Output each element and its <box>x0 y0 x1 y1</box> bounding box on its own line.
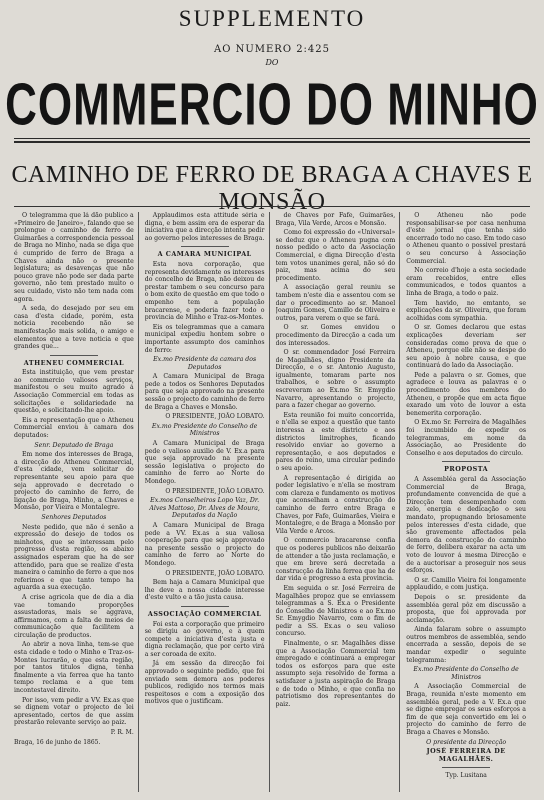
paragraph: Eis os telegrammas que a camara municipal expediu hontem sobre o importante assumpto dos caminhos de ferro: <box>144 323 265 354</box>
article-headline: CAMINHO DE FERRO DE BRAGA A CHAVES E MONSÃO <box>11 162 533 215</box>
paragraph: Pede a palavra o sr. Gomes, que agradece e louva as palavras e o procedimento dos membros do Atheneu, e propõe que em acta fique exarado um voto de louvor a esta benemerita corporação. <box>406 371 526 417</box>
paragraph: Foi esta a corporação que primeiro se dirigiu ao governo, e a quem compete a iniciativa d'esta justa e digna reclamação, que por certo virá a ser coroada de exito. <box>144 620 265 658</box>
masthead <box>0 0 544 140</box>
paragraph: O sr. Camillo Vieira foi longamente applaudido, e com justiça. <box>406 576 526 592</box>
paragraph: A seda, do desejado por seu em casa d'esta cidade, porém, esta noticia recebendo não se manifestação mais solida, o amigo e elementos que a teve noticia e que grandes que... <box>14 305 134 351</box>
signature-title: O presidente da Direcção <box>426 738 507 746</box>
paragraph: O Ex.mo Sr. Ferreira de Magalhães foi incumbido de expedir os telegrammas, em nome da Associação, ao Presidente do Conselho e aos deputados do circulo. <box>406 419 526 457</box>
dateline: Braga, 16 de junho de 1865. <box>14 738 101 746</box>
section-divider <box>181 246 229 247</box>
paragraph: Esta nova corporação, que representa devidamente os interesses do concelho de Braga, não deixou de prestar tambem o seu concurso para o bom exito de questão em que todo o empenho tem a população bracarense, e poderia fazer todo o provincia de Minho e Traz-os-Montes. <box>144 260 265 322</box>
section-divider <box>442 767 490 768</box>
column-4 <box>406 212 530 792</box>
signature: O PRESIDENTE, JOÃO LOBATO. <box>165 487 265 495</box>
paragraph: Por isso, vem pedir a VV. Ex.as que se dignem votar o projecto de lei apresentado, certos de que assim prestarão relevante serviço ao paiz. <box>14 696 134 727</box>
paragraph: Finalmente, o sr. Magalhães disse que a Associação Commercial tem empregado e continuará a empregar todos os esforços para que este assumpto seja resolvido de forma a satisfazer a justa aspiração de Braga e de todo o Minho, e que confia no patriotismo dos representantes do paiz. <box>275 640 396 708</box>
section-divider <box>50 355 98 356</box>
paragraph: A associação geral reuniu se tambem n'este dia e assentou com se dar o procedimento ao sr. Manoel Joaquim Gomes, Camillo de Oliveira e outros, para verem o que se fará. <box>275 284 396 322</box>
signature: O PRESIDENTE, JOÃO LOBATO. <box>165 413 265 421</box>
paragraph: Depois o sr. presidente da assembléa geral pôz em discussão a proposta, que foi approvada por acclamação. <box>406 593 526 624</box>
paragraph: O telegramma que lá dão publico a «Primeiro de Janeiro», falando que se prolongue o caminho de ferro de Guimarães a correspondencia pessoal de Braga no Minho, nada se diga que é cumprido de ferro de Braga a Chaves ainda não o presente legislatura; as desavenças que não pouco grave não pode ser dada parte governo, não tem prestado muito o seu cuidado, visto não tem nada com agora. <box>14 212 134 303</box>
paragraph: Já em sessão da direcção foi approvado o seguinte pedido, que foi enviado sem demora aos poderes publicos, redigido nos termos mais respeitosos e com a exposição dos motivos que o justificam. <box>144 660 265 706</box>
column-2 <box>145 212 270 792</box>
paragraph: Neste pedido, que não é senão a expressão do desejo de todos os minhotos, que se interessam pelo progresso d'esta região, os abaixo assignados esperam que ha de ser attendido, para que se realize d'esta maneira o caminho de ferro a que nos referimos e que tanto tempo ha aguarda a sua execução. <box>14 523 134 592</box>
section-heading: A CAMARA MUNICIPAL <box>157 250 252 259</box>
printer-imprint: Typ. Lusitana <box>445 772 487 780</box>
article-columns <box>14 212 530 792</box>
paragraph: A Camara Municipal de Braga pede o valioso auxilio de V. Ex.a para que seja approvado na presente sessão legislativa o projecto do caminho de ferro ao Norte do Mondego. <box>144 440 265 485</box>
section-heading: ASSOCIAÇÃO COMMERCIAL <box>147 609 262 618</box>
paragraph: Como foi expressão do «Universal» se deduz que o Atheneu pugna com nosso pedido o acto da Associação Commercial, e digna Direcção d'esta tem votos unanimes geral, não só do paiz, mas acima do seu procedimento. <box>275 229 396 282</box>
paragraph: A crise agricola que de dia a dia vae tomando proporções assustadoras, mais se aggrava, affirmamos, com a falta de meios de communicação que facilitem a circulação de productos. <box>14 593 134 639</box>
column-1 <box>14 212 139 792</box>
telegram-addressee: Ex.mo Presidente da camara dos Deputados <box>153 356 257 371</box>
salutation: Senhores Deputados <box>41 513 107 521</box>
masthead-do: DO <box>265 58 279 67</box>
signature: JOSÉ FERREIRA DE MAGALHÃES. <box>426 747 506 763</box>
paragraph: Esta reunião foi muito concorrida, e n'ella se expoz a questão que tanto interessa a este districto e aos districtos limitrophes, ficando resolvido enviar ao governo a representação, e aos deputados e pares do reino, uma circular pedindo o seu apoio. <box>275 411 396 472</box>
paragraph: Applaudimos esta attitude séria e digna, e bem assim era de esperar da iniciativa que a direcção intenta pedir ao governo pelos interesses de Braga. <box>144 212 265 242</box>
signature: P. R. M. <box>110 729 134 736</box>
section-divider <box>181 606 229 607</box>
paragraph: Ainda falaram sobre o assumpto outros membros de assembléa, sendo encerrada a sessão, depois de se mandar expedir o seguinte telegramma: <box>406 626 526 664</box>
telegram-addressee: Ex.mo Presidente do Conselho de Ministros <box>413 666 519 681</box>
paragraph: O sr. Gomes declarou que estas explicações deveriam ser consideradas como prova de que o Atheneu, porque elle não se despe do seu apoio à nobre causa, e que continuará do lado da Associação. <box>406 324 526 370</box>
section-heading: ATHENEU COMMERCIAL <box>23 358 125 367</box>
telegram-addressee: Ex.mos Conselheiros Lopo Vaz, Dr. Alves Mattoso, Dr. Alves de Moura, Deputados da Nação <box>149 497 260 520</box>
issue-number: AO NUMERO 2:425 <box>213 44 331 55</box>
paragraph: Tem havido, no emtanto, se explicações da sr. Oliveira, que foram acolhidas com sympathia. <box>406 299 526 322</box>
signature: O PRESIDENTE, JOÃO LOBATO. <box>165 569 265 577</box>
paragraph: O sr. commendador José Ferreira de Magalhães, digno Presidente da Direcção, e o sr. Antonio Augusto, igualmente, tomaram parte nos trabalhos, e sobre o assumpto escreveram ao Ex.mo Sr. Emygdio Navarro, apresentando o projecto, para a fazer chegar ao governo. <box>275 349 396 410</box>
paragraph: No correio d'hoje a esta sociedade eram recebidos, entre elles communicados, e todos quantos a linha de Braga, a todo o paiz. <box>406 267 526 297</box>
masthead-rule-thin <box>14 138 530 139</box>
paragraph: de Chaves por Fafe, Guimarães, Braga, Vila Verde, Arcos e Monsão. <box>275 212 396 227</box>
column-3 <box>276 212 401 792</box>
paragraph: Eis a representação que o Atheneu Commercial enviou à camara dos deputados: <box>14 416 134 440</box>
paragraph: Em seguida o sr. José Ferreira de Magalhães propoz que se enviassem telegrammas a S. Ex.a o Presidente do Conselho de Ministros e ao Ex.mo Sr. Emygdio Navarro, com o fim de pedir a SS. Ex.as o seu valioso concurso. <box>275 584 396 638</box>
supplement-label: SUPPLEMENTO <box>178 6 366 31</box>
paragraph: Esta instituição, que vem prestar ao commercio valiosos serviços, manifestou o seu muito agrado á Associação Commercial em todas as solicitações e solidariedade na questão, e solicitando-lhe apoio. <box>14 369 134 415</box>
paragraph: A Camara Municipal de Braga pede a todos os Senhores Deputados para que seja approvado na presente sessão o projecto do caminho de ferro de Braga a Chaves e Monsão. <box>144 373 265 411</box>
paragraph: O sr. Gomes envidou o procedimento da Direcção a cada um dos interessados. <box>275 324 396 347</box>
salutation: Senr. Deputado de Braga <box>34 441 114 449</box>
paragraph: A Associação Commercial de Braga, reunida n'este momento em assembléa geral, pede a V. Ex.a que se digne empregar os seus esforços a fim de que seja convertido em lei o projecto do caminho de ferro de Braga a Chaves e Monsão. <box>406 683 526 736</box>
section-heading: PROPOSTA <box>444 465 489 474</box>
paragraph: O Atheneu não pode responsabilisar-se por casa nenhuma d'este jornal que tenha sido encerrado todo no caso. Em todo caso o Atheneu quanto o possivel prestará o seu concurso à Associação Commercial. <box>406 212 526 265</box>
paragraph: Bem haja a Camara Municipal que lhe deve a nossa cidade interesse d'este vulto e a tão justa causa. <box>144 579 265 602</box>
paragraph: Ao abrir a nova linha, tem-se que esta cidade e todo o Minho e Traz-os-Montes lucrarão, e que esta região, por tantos titulos digna, tenha finalmente a via ferrea que ha tanto tempo reclama e a que tem incontestavel direito. <box>14 641 134 695</box>
paragraph: O commercio bracarense confia que os poderes publicos não deixarão de attender a tão justa reclamação, e que em breve será decretada a construcção da linha ferrea que ha de dar vida e progresso a esta provincia. <box>275 537 396 583</box>
telegram-addressee: Ex.mo Presidente do Conselho de Ministros <box>151 422 258 438</box>
paragraph: A Assembléa geral da Associação Commercial de Braga, profundamente convencida de que a Direcção tem desempenhado com zelo, energia e dedicação o seu mandato, propugnando briosamente pelos interesses d'esta cidade, que são gravemente affectados pela demora da construcção do caminho de ferro, delibera exarar na acta um voto de louvor á mesma Direcção e de a auctorisar a proseguir nos seus esforços. <box>406 476 526 575</box>
paragraph: Em nome dos interesses de Braga, a direcção do Atheneu Commercial, d'esta cidade, vem solicitar do representante seu apoio para que seja approvado e decretado o projecto do caminho de ferro, de ligação de Braga, Minho, a Chaves e Monsão, por Vieira e Montalegre. <box>14 451 134 512</box>
newspaper-title: COMMERCIO DO MINHO <box>5 72 539 139</box>
headline-rule <box>14 206 530 207</box>
section-divider <box>442 461 490 462</box>
masthead-rule-thick <box>14 141 530 143</box>
paragraph: A Camara Municipal de Braga pede a VV. Ex.as a sua valiosa cooperação para que seja approvado na presente sessão o projecto do caminho de ferro ao Norte do Mondego. <box>144 521 265 567</box>
paragraph: A representação é dirigida ao poder legislativo e n'ella se mostram com clareza e fundamento os motivos que aconselham a construcção do caminho de ferro entre Braga e Chaves, por Fafe, Guimarães, Vieira e Montalegre, e de Braga a Monsão por Vila Verde e Arcos. <box>275 474 396 535</box>
